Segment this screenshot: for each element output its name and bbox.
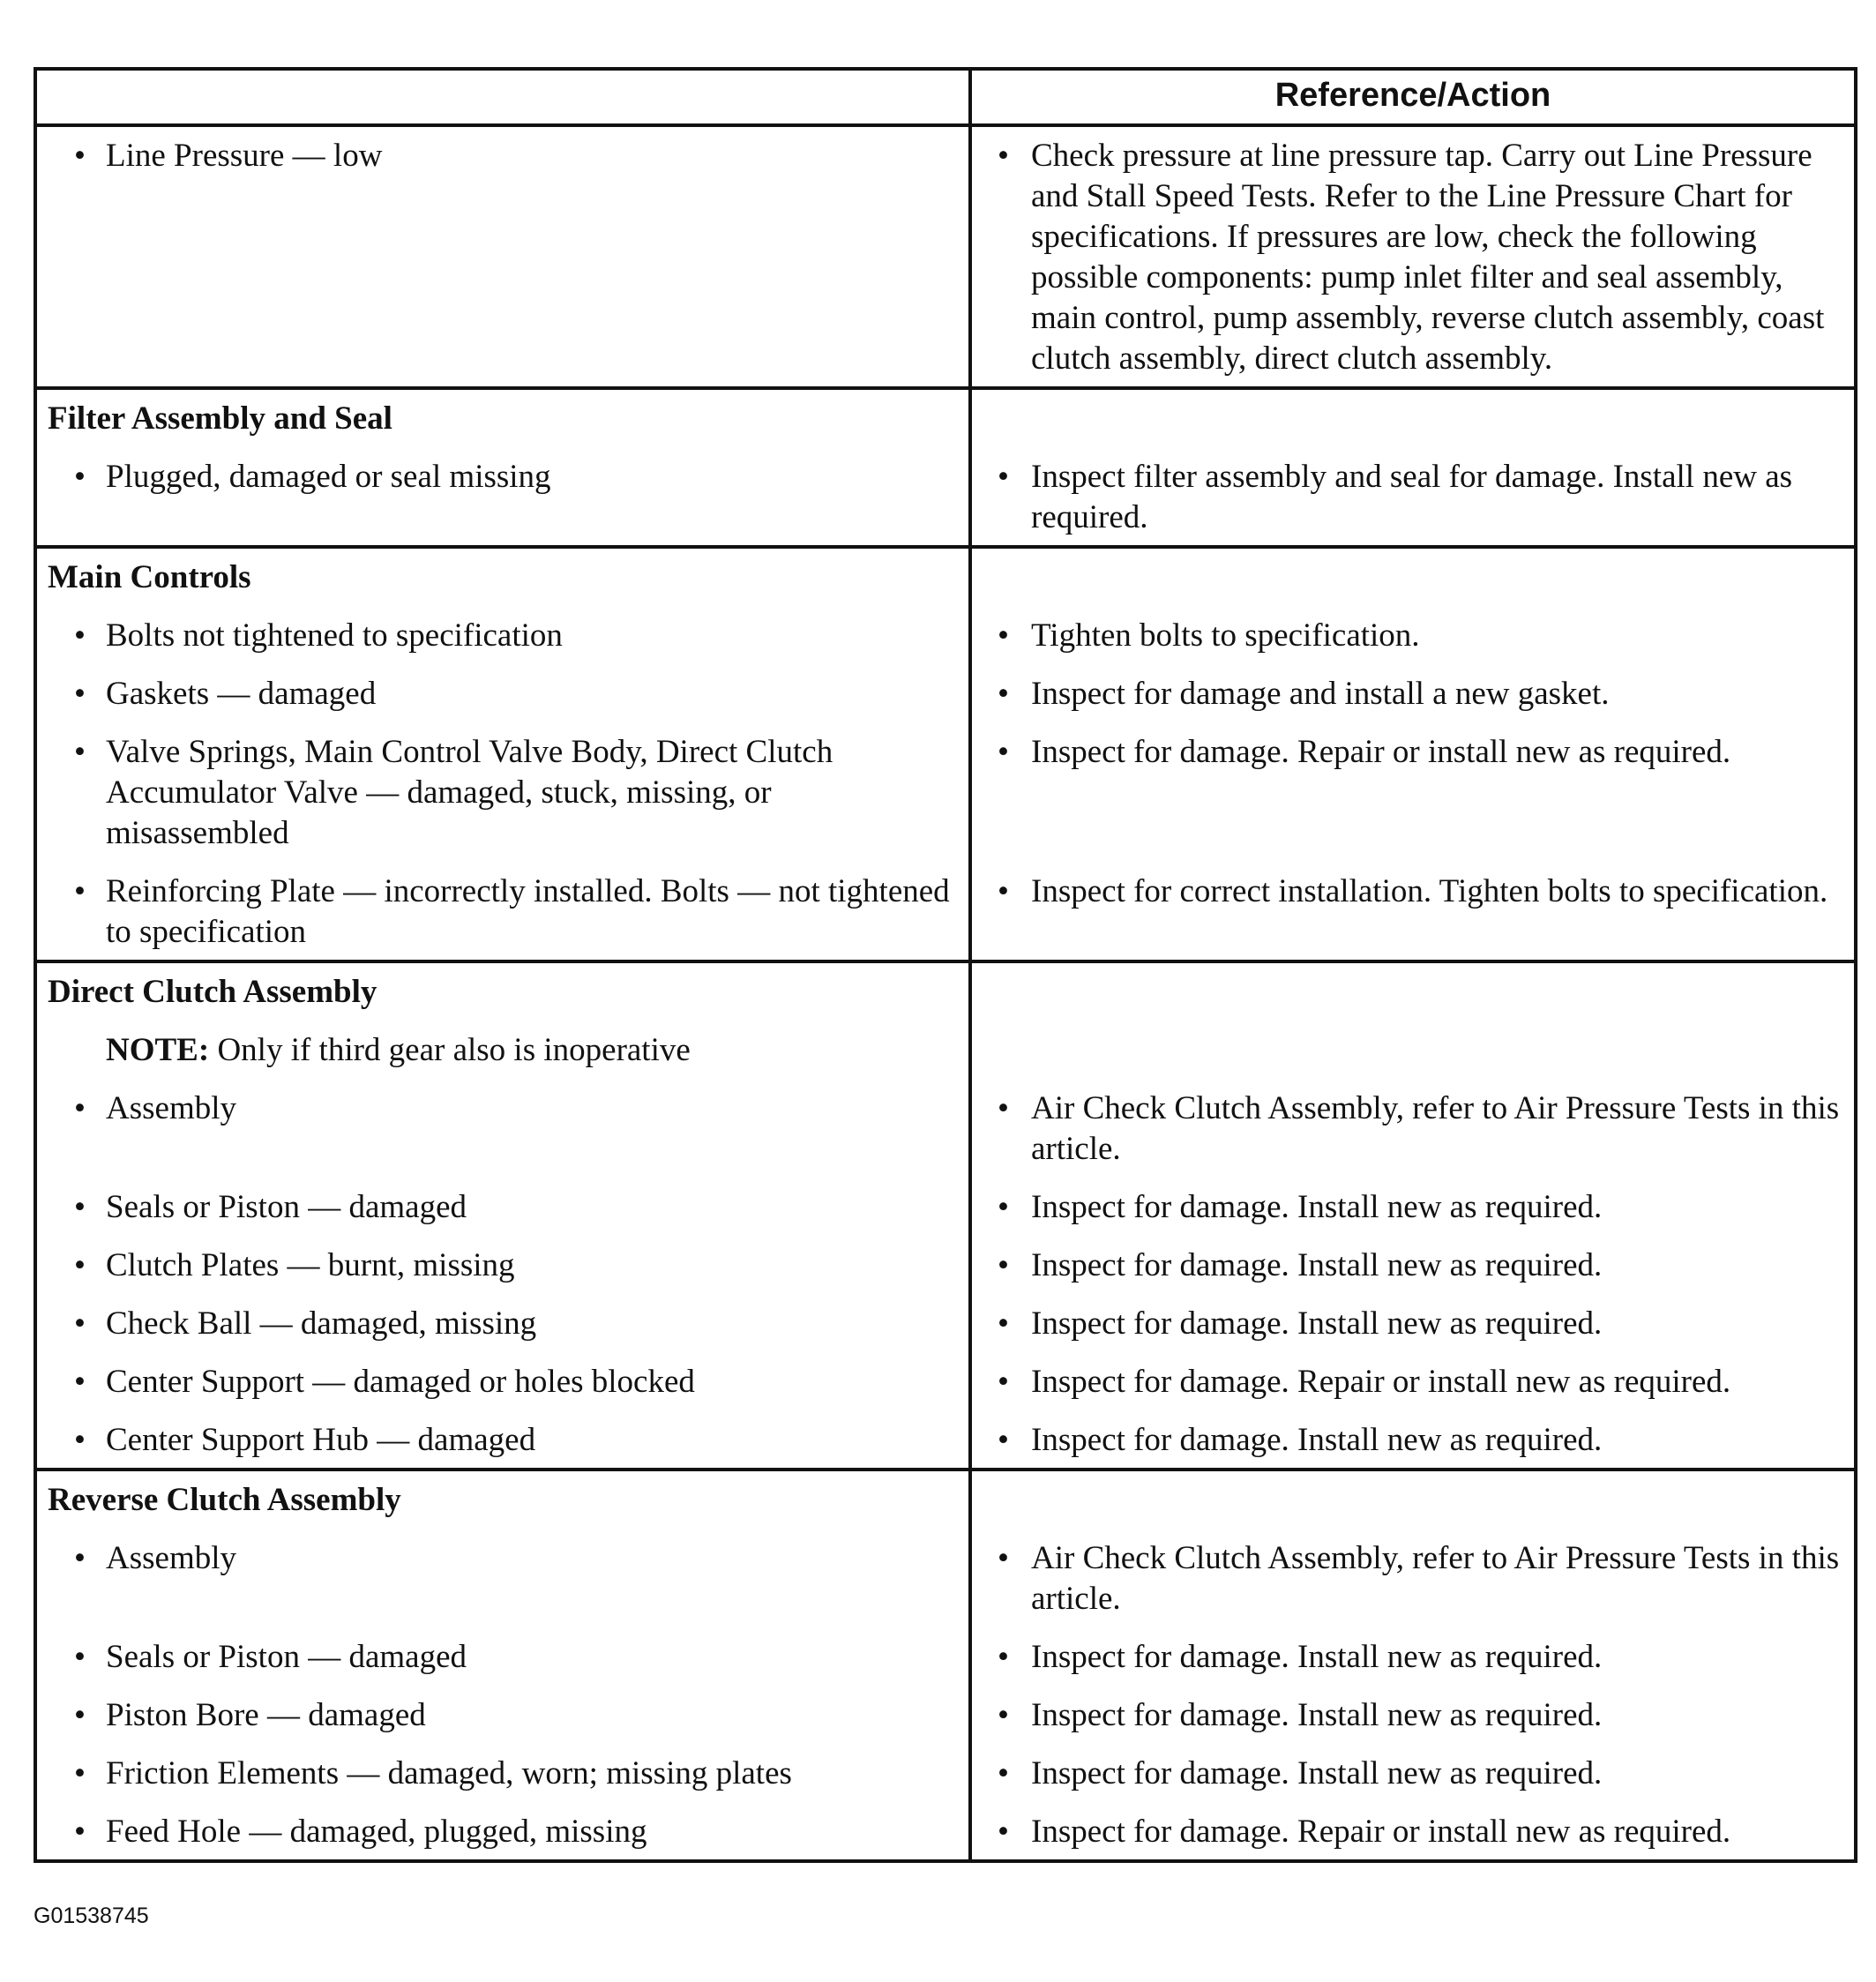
cause-cell — [35, 388, 970, 547]
action-cell — [970, 125, 1856, 388]
action-column-header: Reference/Action — [970, 69, 1856, 125]
cause-column-header — [35, 69, 970, 125]
cause-item: • Assembly — [48, 1538, 958, 1619]
cause-cell — [35, 125, 970, 388]
action-item: • Tighten bolts to specification. — [983, 616, 1843, 656]
action-item: • Inspect for damage. Install new as required. — [983, 1304, 1843, 1344]
diagnosis-table — [34, 67, 1857, 1863]
section-note — [48, 1030, 958, 1071]
cause-item: • Bolts not tightened to specification — [48, 616, 958, 656]
action-item: • Air Check Clutch Assembly, refer to Air Pressure Tests in this article. — [983, 1088, 1843, 1170]
action-item: • Inspect for damage. Repair or install new as required. — [983, 732, 1843, 854]
cause-item: • Clutch Plates — burnt, missing — [48, 1245, 958, 1286]
cause-item: • Center Support — damaged or holes blocked — [48, 1362, 958, 1402]
action-item: • Inspect for damage. Install new as required. — [983, 1637, 1843, 1678]
cause-list — [48, 616, 958, 953]
cause-item: • Friction Elements — damaged, worn; missing plates — [48, 1754, 958, 1794]
action-item: • Inspect for damage. Install new as required. — [983, 1245, 1843, 1286]
action-item: • Inspect for damage. Repair or install new as required. — [983, 1812, 1843, 1852]
section-row — [35, 388, 1856, 547]
cause-item: • Seals or Piston — damaged — [48, 1187, 958, 1228]
action-cell — [970, 961, 1856, 1470]
cause-item: • Valve Springs, Main Control Valve Body, Direct Clutch Accumulator Valve — damaged, stuck, missing, or misassembled — [48, 732, 958, 854]
section-title: Filter Assembly and Seal — [48, 400, 392, 437]
action-item: • Inspect for correct installation. Tighten bolts to specification. — [983, 871, 1843, 953]
cause-cell — [35, 961, 970, 1470]
action-cell — [970, 388, 1856, 547]
header-row — [35, 69, 1856, 125]
action-item: • Inspect for damage. Install new as required. — [983, 1420, 1843, 1461]
action-item: • Inspect for damage and install a new gasket. — [983, 674, 1843, 714]
cause-item: • Line Pressure — low — [48, 136, 958, 379]
action-item: • Check pressure at line pressure tap. Carry out Line Pressure and Stall Speed Tests. Refer to the Line Pressure Chart for specifications. If pressures are low, check the following possible components: pump inlet filter and seal assembly, main control, pump assembly, reverse clutch assembly, coast clutch assembly, direct clutch assembly. — [983, 136, 1843, 379]
action-item: • Inspect for damage. Install new as required. — [983, 1754, 1843, 1794]
section-title: Reverse Clutch Assembly — [48, 1482, 401, 1518]
section-row — [35, 125, 1856, 388]
cause-item: • Center Support Hub — damaged — [48, 1420, 958, 1461]
cause-item: • Piston Bore — damaged — [48, 1695, 958, 1736]
section-title: Main Controls — [48, 559, 251, 595]
note-label: NOTE: — [106, 1032, 210, 1068]
cause-item: • Assembly — [48, 1088, 958, 1170]
action-list — [983, 457, 1843, 538]
section-row — [35, 961, 1856, 1470]
section-row — [35, 1470, 1856, 1861]
cause-list — [48, 1538, 958, 1852]
cause-item: • Seals or Piston — damaged — [48, 1637, 958, 1678]
cause-cell — [35, 1470, 970, 1861]
action-list — [983, 616, 1843, 953]
cause-list — [48, 1088, 958, 1461]
section-row — [35, 547, 1856, 961]
action-cell — [970, 1470, 1856, 1861]
action-cell — [970, 547, 1856, 961]
cause-item: • Plugged, damaged or seal missing — [48, 457, 958, 538]
action-item: • Inspect for damage. Repair or install new as required. — [983, 1362, 1843, 1402]
cause-list — [48, 136, 958, 379]
cause-item: • Gaskets — damaged — [48, 674, 958, 714]
action-item: • Air Check Clutch Assembly, refer to Air Pressure Tests in this article. — [983, 1538, 1843, 1619]
action-list — [983, 1088, 1843, 1461]
action-item: • Inspect for damage. Install new as required. — [983, 1695, 1843, 1736]
action-list — [983, 1538, 1843, 1852]
cause-list — [48, 457, 958, 538]
cause-item: • Reinforcing Plate — incorrectly installed. Bolts — not tightened to specification — [48, 871, 958, 953]
cause-cell — [35, 547, 970, 961]
note-text: Only if third gear also is inoperative — [209, 1032, 691, 1068]
action-list — [983, 136, 1843, 379]
figure-id: G01538745 — [34, 1903, 149, 1928]
action-item: • Inspect filter assembly and seal for damage. Install new as required. — [983, 457, 1843, 538]
section-title: Direct Clutch Assembly — [48, 974, 377, 1010]
cause-item: • Check Ball — damaged, missing — [48, 1304, 958, 1344]
cause-item: • Feed Hole — damaged, plugged, missing — [48, 1812, 958, 1852]
action-item: • Inspect for damage. Install new as required. — [983, 1187, 1843, 1228]
